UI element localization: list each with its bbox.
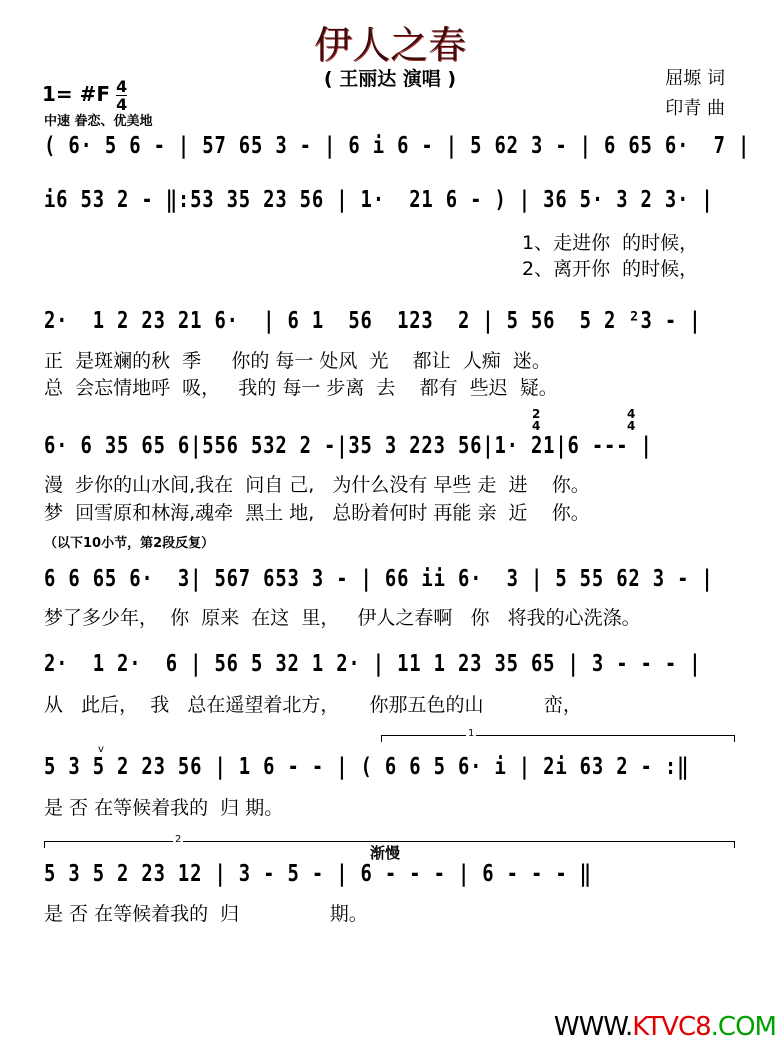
repeat-note: （以下10小节，第2段反复）: [44, 536, 215, 551]
volta-1-bracket: [381, 728, 735, 742]
lyrics-row-7: 是 否 在等候着我的 归 期。: [44, 797, 284, 819]
notes-row-5: 6 6 65 6· 3| 567 653 3 - | 66 ii 6· 3 | 5 55 62 3 - |: [44, 566, 714, 592]
notes-row-7: 5 3 5 2 23 56 | 1 6 - - | ( 6 6 5 6· i | 2i 63 2 - :‖: [44, 754, 690, 780]
lyrics-row-4-verse-1: 漫 步你的山水间,我在 问自 己, 为什么没有 早些 走 进 你。: [44, 474, 590, 496]
watermark-suffix: .COM: [710, 1012, 776, 1042]
time-top: 4: [116, 77, 128, 96]
notes-row-8: 5 3 5 2 23 12 | 3 - 5 - | 6 - - - | 6 - - - ‖: [44, 861, 592, 887]
key: 1= #F: [42, 82, 111, 106]
breath-mark: v: [98, 744, 104, 755]
lyrics-row-2-verse-1: 1、走进你 的时候，: [522, 232, 699, 254]
time-signature: [116, 78, 127, 113]
notes-row-4: 6· 6 35 65 6|556 532 2 -|35 3 223 56|1· 21|6 --- |: [44, 433, 653, 459]
watermark-brand: KTVC8: [632, 1012, 711, 1042]
tc2-top: 4: [627, 407, 636, 421]
composer: 印青 曲: [665, 98, 725, 119]
ritardando-mark: 渐慢: [370, 844, 401, 862]
lyrics-row-4-verse-2: 梦 回雪原和林海,魂牵 黑土 地, 总盼着何时 再能 亲 近 你。: [44, 502, 590, 524]
key-signature: [42, 78, 127, 113]
notes-row-1: ( 6· 5 6 - | 57 65 3 - | 6 i 6 - | 5 62 3 - | 6 65 6· 7 |: [44, 133, 751, 159]
volta-2-number: 2: [175, 834, 182, 845]
volta-1-number: 1: [468, 728, 475, 739]
tc1-top: 2: [532, 407, 541, 421]
song-title: 伊人之春: [313, 23, 466, 67]
notes-row-6: 2· 1 2· 6 | 56 5 32 1 2· | 11 1 23 35 65 | 3 - - - |: [44, 651, 702, 677]
lyrics-row-2-verse-2: 2、离开你 的时候，: [522, 258, 699, 280]
lyricist: 屈塬 词: [665, 68, 725, 89]
tc1-bottom: 4: [532, 419, 541, 433]
notes-row-2: i6 53 2 - ‖:53 35 23 56 | 1· 21 6 - ) | 36 5· 3 2 3· |: [44, 187, 714, 213]
watermark-prefix: WWW.: [553, 1012, 633, 1042]
time-change-4-4: [627, 408, 635, 432]
time-change-2-4: [532, 408, 540, 432]
tc2-bottom: 4: [627, 419, 636, 433]
performer: ( 王丽达 演唱 ): [323, 68, 457, 90]
notes-row-3: 2· 1 2 23 21 6· | 6 1 56 123 2 | 5 56 5 2 ²3 - |: [44, 308, 702, 334]
watermark: [554, 1012, 776, 1042]
tempo-marking: 中速 眷恋、优美地: [44, 114, 153, 129]
lyrics-row-8: 是 否 在等候着我的 归 期。: [44, 903, 368, 925]
time-bottom: 4: [116, 95, 128, 114]
lyrics-row-3-verse-1: 正 是斑斓的秋 季 你的 每一 处风 光 都让 人痴 迷。: [44, 350, 551, 372]
lyrics-row-5: 梦了多少年， 你 原来 在这 里， 伊人之春啊 你 将我的心洗涤。: [44, 607, 641, 629]
lyrics-row-3-verse-2: 总 会忘情地呼 吸， 我的 每一 步离 去 都有 些迟 疑。: [44, 377, 558, 399]
lyrics-row-6: 从 此后， 我 总在遥望着北方， 你那五色的山 峦，: [44, 694, 582, 716]
